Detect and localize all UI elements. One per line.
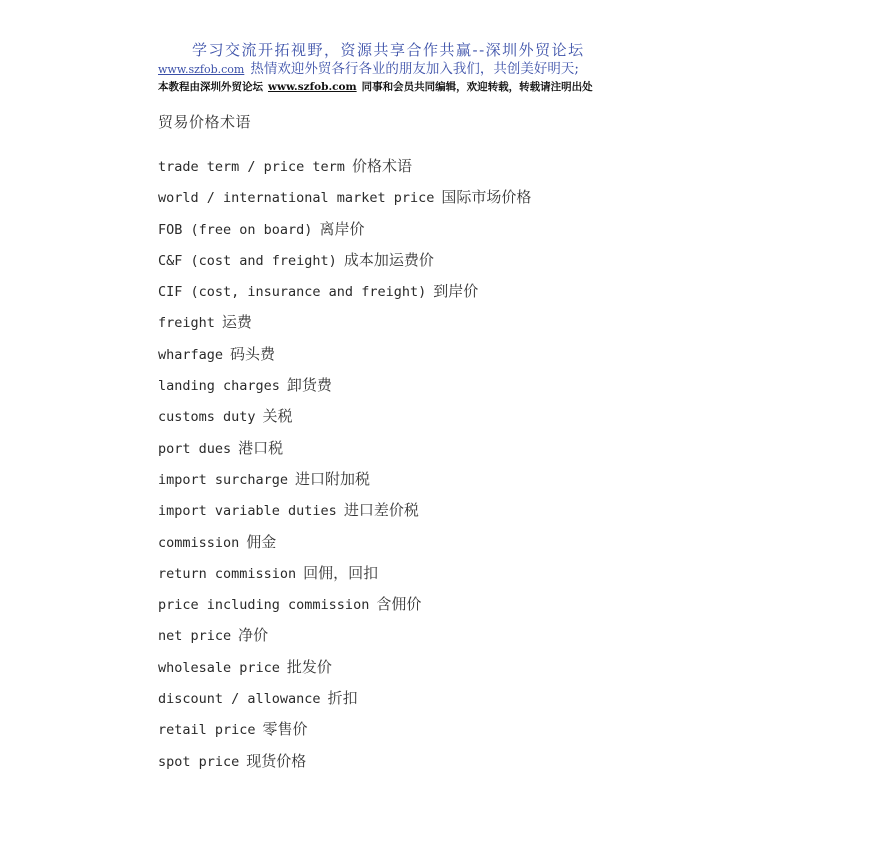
term-row bbox=[158, 310, 531, 341]
term-english: trade term / price term bbox=[158, 159, 345, 175]
term-row bbox=[158, 342, 531, 373]
term-english: retail price bbox=[158, 722, 256, 739]
term-english: wholesale price bbox=[158, 659, 280, 676]
term-chinese: 零售价 bbox=[262, 720, 308, 739]
term-english: import surcharge bbox=[158, 471, 289, 488]
term-row bbox=[158, 561, 531, 592]
forum-welcome-line bbox=[158, 60, 758, 79]
term-row bbox=[158, 686, 531, 717]
term-english: wharfage bbox=[158, 346, 224, 363]
term-english: price including commission bbox=[158, 597, 370, 614]
term-english: freight bbox=[158, 315, 215, 332]
term-english: world / international market price bbox=[158, 190, 435, 207]
term-chinese: 离岸价 bbox=[319, 219, 365, 238]
term-row bbox=[158, 185, 531, 216]
document-header bbox=[158, 40, 758, 95]
term-chinese: 关税 bbox=[262, 407, 293, 426]
term-row bbox=[158, 217, 531, 248]
term-chinese: 回佣，回扣 bbox=[303, 563, 379, 582]
term-chinese: 进口差价税 bbox=[343, 501, 419, 520]
term-row bbox=[158, 749, 531, 780]
term-row bbox=[158, 467, 531, 498]
term-english: landing charges bbox=[158, 378, 280, 395]
term-english: port dues bbox=[158, 440, 232, 457]
term-row bbox=[158, 530, 531, 561]
term-chinese: 卸货费 bbox=[286, 376, 332, 395]
terms-list bbox=[158, 154, 531, 780]
term-row bbox=[158, 623, 531, 654]
term-row bbox=[158, 655, 531, 686]
term-english: net price bbox=[158, 628, 232, 645]
term-english: return commission bbox=[158, 565, 297, 582]
term-english: CIF (cost, insurance and freight) bbox=[158, 284, 427, 301]
term-chinese: 码头费 bbox=[230, 344, 276, 363]
term-english: import variable duties bbox=[158, 503, 337, 520]
term-english: spot price bbox=[158, 753, 240, 770]
term-chinese: 现货价格 bbox=[246, 751, 307, 770]
term-chinese: 含佣价 bbox=[376, 595, 422, 614]
term-chinese: 到岸价 bbox=[433, 282, 479, 301]
term-chinese: 运费 bbox=[221, 313, 252, 332]
term-row bbox=[158, 717, 531, 748]
forum-welcome-text: 热情欢迎外贸各行各业的朋友加入我们，共创美好明天; bbox=[250, 61, 579, 77]
term-chinese: 进口附加税 bbox=[295, 469, 371, 488]
term-chinese: 折扣 bbox=[327, 689, 358, 708]
copyright-site-link[interactable]: www.szfob.com bbox=[268, 81, 357, 93]
term-row bbox=[158, 279, 531, 310]
term-english: C&F (cost and freight) bbox=[158, 252, 337, 269]
term-row bbox=[158, 154, 531, 185]
term-english: customs duty bbox=[158, 409, 256, 426]
term-row bbox=[158, 436, 531, 467]
term-english: commission bbox=[158, 534, 240, 551]
term-row bbox=[158, 498, 531, 529]
term-chinese: 批发价 bbox=[286, 657, 332, 676]
term-chinese: 佣金 bbox=[246, 532, 277, 551]
term-chinese: 成本加运费价 bbox=[343, 250, 434, 269]
copyright-prefix: 本教程由深圳外贸论坛 bbox=[158, 81, 263, 93]
section-title: 贸易价格术语 bbox=[158, 113, 252, 131]
copyright-suffix: 同事和会员共同编辑，欢迎转载，转载请注明出处 bbox=[361, 81, 593, 93]
copyright-notice bbox=[158, 79, 758, 95]
term-chinese: 港口税 bbox=[238, 438, 284, 457]
term-chinese: 净价 bbox=[238, 626, 269, 645]
term-row bbox=[158, 404, 531, 435]
term-row bbox=[158, 592, 531, 623]
term-english: FOB (free on board) bbox=[158, 221, 313, 238]
forum-slogan: 学习交流开拓视野，资源共享合作共赢--深圳外贸论坛 bbox=[192, 41, 585, 59]
term-chinese: 国际市场价格 bbox=[441, 188, 532, 207]
term-chinese: 价格术语 bbox=[351, 157, 412, 175]
term-english: discount / allowance bbox=[158, 691, 321, 708]
forum-site-link[interactable]: www.szfob.com bbox=[158, 63, 245, 76]
term-row bbox=[158, 373, 531, 404]
term-row bbox=[158, 248, 531, 279]
